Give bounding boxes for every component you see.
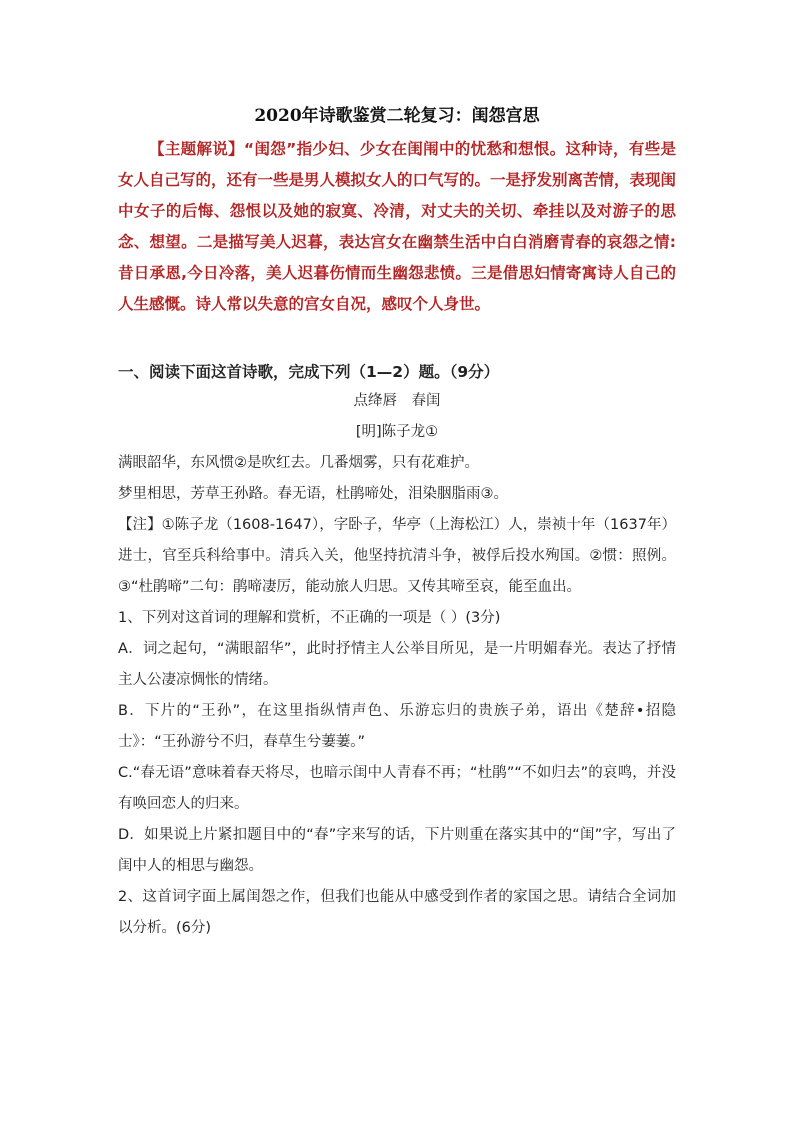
question-1: 1、下列对这首词的理解和赏析，不正确的一项是（ ）(3分) bbox=[118, 610, 501, 626]
poem-line: 梦里相思，芳草王孙路。春无语，杜鹃啼处，泪染胭脂雨③。 bbox=[118, 486, 508, 502]
poem-title: 点绛唇 春闺 bbox=[353, 393, 441, 409]
option-d: D．如果说上片紧扣题目中的“春”字来写的话，下片则重在落实其中的“闺”字，写出了闺中人的相思与幽怨。 bbox=[118, 827, 676, 874]
poem-author: [明]陈子龙① bbox=[355, 424, 439, 440]
section-heading: 一、阅读下面这首诗歌，完成下列（1—2）题。（9分） bbox=[118, 363, 500, 381]
document-page bbox=[118, 102, 676, 944]
option-a: A．词之起句，“满眼韶华”，此时抒情主人公举目所见，是一片明媚春光。表达了抒情主人公凄凉惆怅的情绪。 bbox=[118, 641, 676, 688]
document-title: 2020年诗歌鉴赏二轮复习：闺怨宫思 bbox=[254, 106, 540, 126]
theme-explanation: 【主题解说】“闺怨”指少妇、少女在闺闱中的忧愁和想恨。这种诗，有些是女人自己写的，还有一些是男人模拟女人的口气写的。一是抒发别离苦情，表现闺中女子的后悔、怨恨以及她的寂寞、冷清，对丈夫的关切、牵挂以及对游子的思念、想望。二是描写美人迟暮，表达宫女在幽禁生活中白白消磨青春的哀怨之情:昔日承恩,今日冷落，美人迟暮伤情而生幽怨悲愤。三是借思妇情寄寓诗人自己的人生感慨。诗人常以失意的宫女自况，感叹个人身世。 bbox=[118, 140, 677, 313]
question-2: 2、这首词字面上属闺怨之作，但我们也能从中感受到作者的家国之思。请结合全词加以分析。(6分) bbox=[118, 889, 676, 936]
option-c: C.“春无语”意味着春天将尽，也暗示闺中人青春不再；“杜鹃”“不如归去”的哀鸣，并没有唤回恋人的归来。 bbox=[118, 765, 676, 812]
option-b: B．下片的“王孙”，在这里指纵情声色、乐游忘归的贵族子弟，语出《楚辞•招隐士》：“王孙游兮不归，春草生兮萋萋。” bbox=[118, 703, 676, 750]
poem-note: 【注】①陈子龙（1608-1647），字卧子，华亭（上海松江）人，崇祯十年（1637年）进士，官至兵科给事中。清兵入关，他坚持抗清斗争，被俘后投水殉国。②惯：照例。③“杜鹃啼”二句：鹃啼凄厉，能动旅人归思。又传其啼至哀，能至血出。 bbox=[118, 517, 676, 595]
poem-line: 满眼韶华，东风惯②是吹红去。几番烟雾，只有花难护。 bbox=[118, 455, 479, 471]
